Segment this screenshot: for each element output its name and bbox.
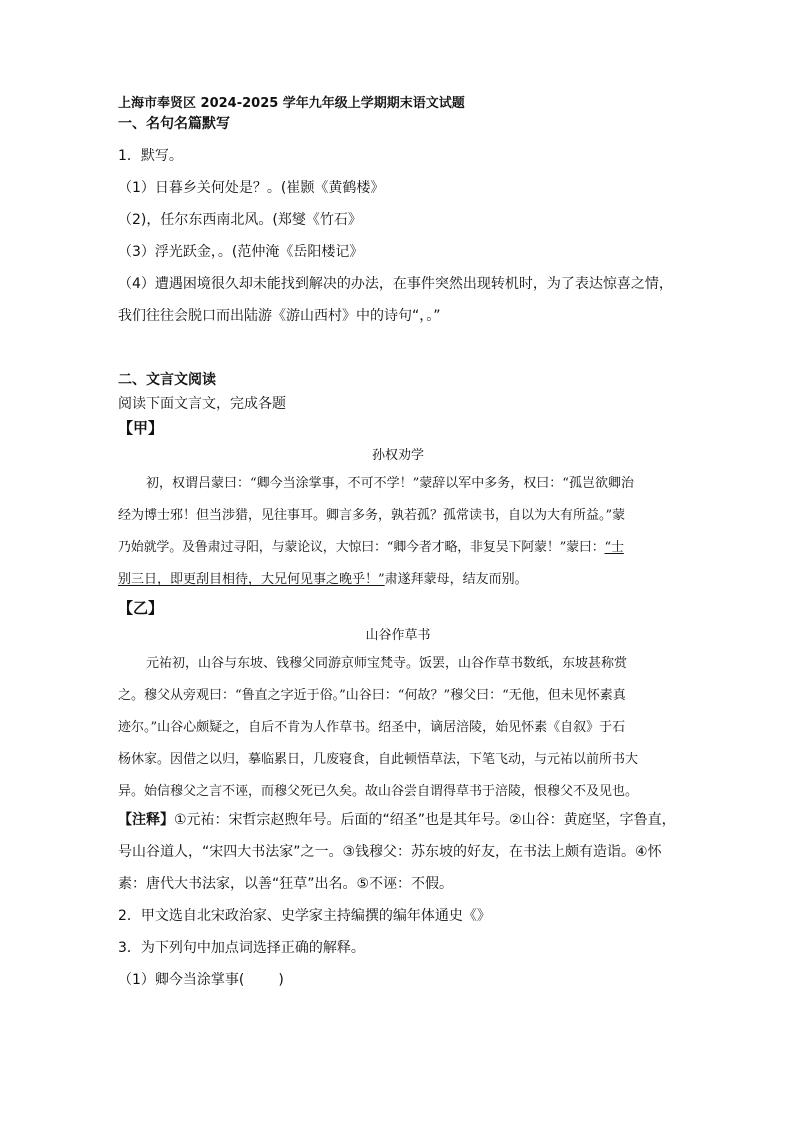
- spacer: [118, 832, 678, 840]
- spacer: [118, 864, 678, 872]
- passage-b-title: 山谷作草书: [365, 628, 431, 643]
- spacer: [118, 296, 678, 304]
- section-heading-1: 一、名句名篇默写: [118, 116, 230, 132]
- passage-a-line: 经为博士邪！但当涉猎，见往事耳。卿言多务，孰若孤？孤常读书，自以为大有所益。”蒙: [118, 508, 626, 523]
- passage-b-line: 元祐初，山谷与东坡、钱穆父同游京师宝梵寺。饭罢，山谷作草书数纸，东坡甚称赏: [146, 656, 628, 671]
- spacer: [118, 328, 678, 368]
- q1-item-4-cont: 我们往往会脱口而出陆游《游山西村》中的诗句“，。”: [118, 308, 441, 324]
- question-3: 3．为下列句中加点词选择正确的解释。: [118, 940, 365, 956]
- q1-item-2: （2)，任尔东西南北风。(郑燮《竹石》: [118, 212, 362, 228]
- spacer: [118, 200, 678, 208]
- spacer: [118, 168, 678, 176]
- spacer: [118, 928, 678, 936]
- passage-a-line: 初，权谓吕蒙曰：“卿今当涂掌事，不可不学！”蒙辞以军中多务，权曰：“孤岂欲卿治: [146, 476, 634, 491]
- notes-line: [118, 808, 678, 832]
- passage-b-line: 迹尔。”山谷心颇疑之，自后不肯为人作草书。绍圣中，谪居涪陵，始见怀素《自叙》于石: [118, 720, 626, 735]
- q3-item-1-close: ): [278, 972, 284, 988]
- passage-a-text: 肃遂拜蒙母，结友而别。: [384, 572, 528, 587]
- document-body: [118, 96, 678, 992]
- passage-b-label: 【乙】: [118, 599, 164, 617]
- passage-b-line: 杨休家。因借之以归，摹临累日，几废寝食，自此顿悟草法，下笔飞动，与元祐以前所书大: [118, 752, 639, 767]
- notes-text: ①元祐：宋哲宗赵煦年号。后面的“绍圣”也是其年号。②山谷：黄庭坚，字鲁直，: [174, 812, 676, 828]
- spacer: [118, 960, 678, 968]
- q1-item-4: （4）遭遇困境很久却未能找到解决的办法，在事件突然出现转机时，为了表达惊喜之情，: [118, 276, 673, 292]
- spacer: [118, 264, 678, 272]
- spacer: [118, 896, 678, 904]
- passage-a-title: 孙权劝学: [371, 448, 424, 463]
- passage-a-line: [118, 564, 678, 596]
- passage-b-line: 之。穆父从旁观曰：“鲁直之字近于俗。”山谷曰：“何故？”穆父曰：“无他，但未见怀素真: [118, 688, 626, 703]
- notes-line: 素：唐代大书法家，以善“狂草”出名。⑤不诬：不假。: [118, 876, 454, 892]
- q3-item-1-text: （1）卿今当涂掌事(: [118, 972, 245, 988]
- question-1: 1．默写。: [118, 148, 183, 164]
- section-heading-2: 二、文言文阅读: [118, 372, 216, 388]
- exam-title: 上海市奉贤区 2024-2025 学年九年级上学期期末语文试题: [118, 96, 465, 111]
- q1-item-1: （1）日暮乡关何处是？。(崔颢《黄鹤楼》: [118, 180, 385, 196]
- reading-intro: 阅读下面文言文，完成各题: [118, 396, 286, 412]
- q1-item-3: （3）浮光跃金，。(范仲淹《岳阳楼记》: [118, 244, 364, 260]
- spacer: [118, 136, 678, 144]
- q3-item-1: [118, 968, 678, 992]
- spacer: [118, 232, 678, 240]
- passage-a-line: [118, 532, 678, 564]
- underlined-text: “士: [604, 540, 624, 555]
- passage-a-label: 【甲】: [118, 419, 164, 437]
- passage-a-text: 乃始就学。及鲁肃过寻阳，与蒙论议，大惊曰：“卿今者才略，非复吴下阿蒙！”蒙曰：: [118, 540, 605, 555]
- underlined-text: 别三日，即更刮目相待，大兄何见事之晚乎！”: [118, 572, 385, 587]
- question-2: 2．甲文选自北宋政治家、史学家主持编撰的编年体通史《》: [118, 908, 491, 924]
- notes-label: 【注释】: [118, 812, 174, 828]
- notes-line: 号山谷道人，“宋四大书法家”之一。③钱穆父：苏东坡的好友，在书法上颇有造诣。④怀: [118, 844, 662, 860]
- passage-b-line: 异。始信穆父之言不诬，而穆父死已久矣。故山谷尝自谓得草书于涪陵，恨穆父不及见也。: [118, 784, 639, 799]
